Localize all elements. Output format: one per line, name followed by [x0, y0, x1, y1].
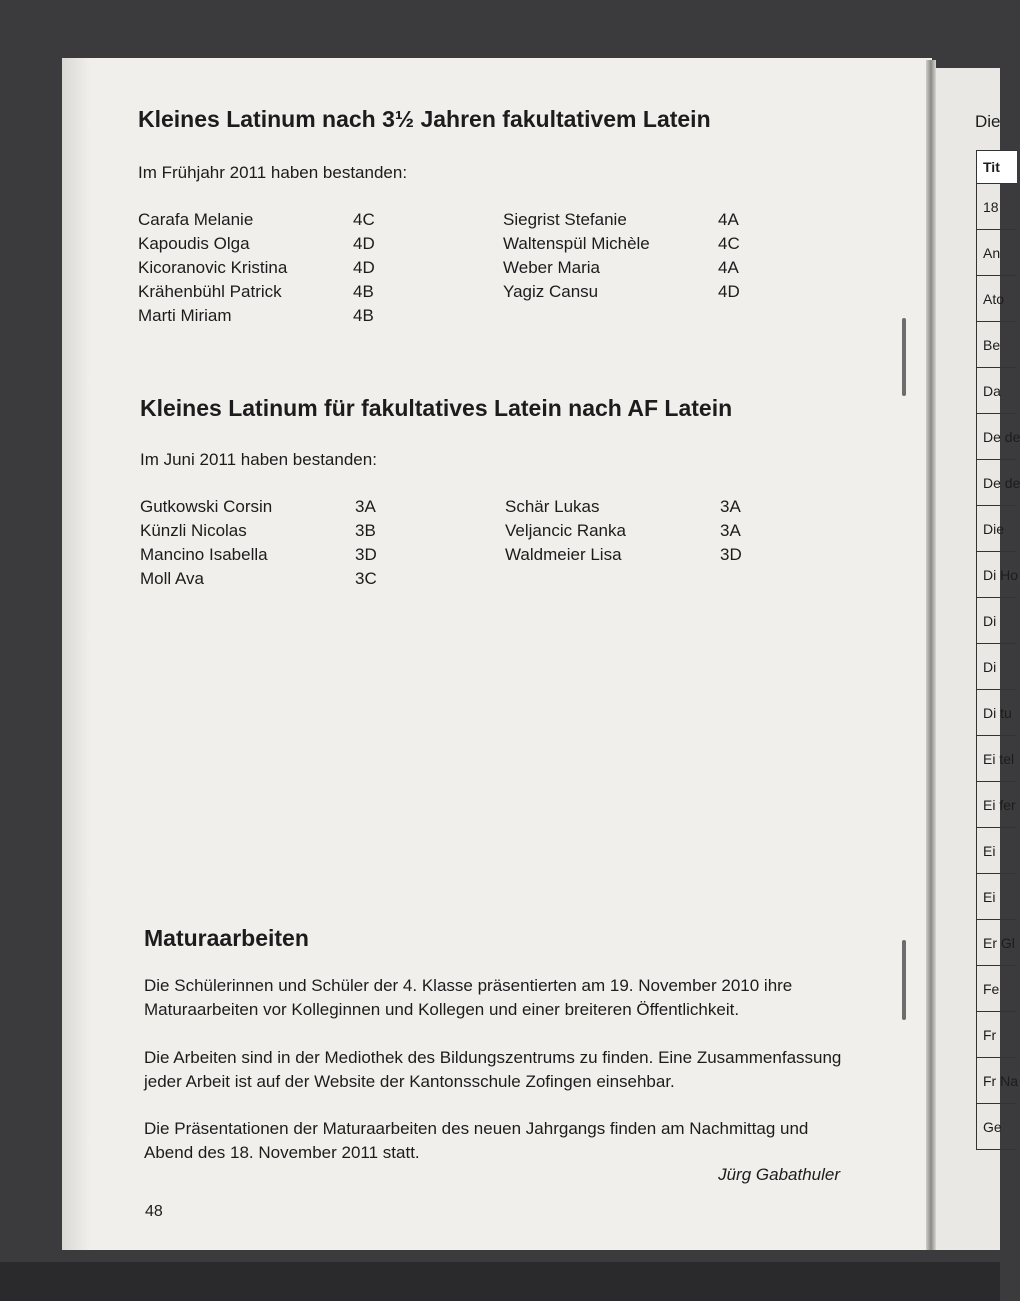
list-item	[505, 545, 622, 565]
student-class: 4C	[353, 210, 375, 229]
table-cell: Fe	[977, 965, 1017, 1011]
table-cell: 18	[977, 183, 1017, 229]
table-cell: Da	[977, 367, 1017, 413]
student-class: 4A	[718, 258, 739, 277]
list-item	[355, 569, 377, 589]
section-subtitle-latinum-1: Im Frühjahr 2011 haben bestanden:	[138, 163, 408, 182]
list-item	[138, 282, 282, 302]
section-title-matura: Maturaarbeiten	[144, 925, 309, 951]
table-cell: Fr Na	[977, 1057, 1017, 1103]
table-cell: Ei tel	[977, 735, 1017, 781]
list-item	[138, 258, 287, 278]
table-cell: Be	[977, 321, 1017, 367]
book-gutter	[926, 60, 936, 1250]
student-class: 4A	[718, 210, 739, 229]
table-cell: Di tu	[977, 689, 1017, 735]
student-class: 4D	[718, 282, 740, 301]
table-cell: Fr	[977, 1011, 1017, 1057]
list-item	[720, 545, 742, 565]
staple-bottom	[902, 940, 906, 1020]
section-title-latinum-1: Kleines Latinum nach 3½ Jahren fakultativem Latein	[138, 106, 711, 132]
student-name: Kapoudis Olga	[138, 234, 250, 253]
list-item	[503, 282, 598, 302]
table-cell: De de	[977, 413, 1017, 459]
student-name: Schär Lukas	[505, 497, 600, 516]
table-cell: Ei	[977, 873, 1017, 919]
student-class: 4D	[353, 258, 375, 277]
list-item	[503, 210, 627, 230]
list-item	[718, 234, 740, 254]
student-name: Waltenspül Michèle	[503, 234, 650, 253]
student-name: Yagiz Cansu	[503, 282, 599, 301]
list-item	[718, 282, 740, 302]
table-cell: Di	[977, 597, 1017, 643]
list-item	[138, 234, 250, 254]
table-cell: Die	[977, 505, 1017, 551]
list-item	[140, 497, 272, 517]
matura-paragraph-1: Die Schülerinnen und Schüler der 4. Klasse präsentierten am 19. November 2010 ihre Maturaarbeiten vor Kolleginnen und Kollegen und einer breiteren Öffentlichkeit.	[144, 976, 793, 1019]
student-name: Carafa Melanie	[138, 210, 254, 229]
student-class: 4B	[353, 306, 374, 325]
table-cell: Er Gl	[977, 919, 1017, 965]
list-item	[140, 521, 247, 541]
list-item	[718, 210, 739, 230]
student-name: Veljancic Ranka	[505, 521, 626, 540]
list-item	[355, 497, 376, 517]
student-name: Krähenbühl Patrick	[138, 282, 282, 301]
list-item	[353, 210, 375, 230]
list-item	[505, 521, 626, 541]
list-item	[503, 258, 600, 278]
list-item	[720, 497, 741, 517]
student-class: 4C	[718, 234, 740, 253]
student-name: Marti Miriam	[138, 306, 232, 325]
facing-page-table	[976, 150, 1020, 1150]
list-item	[353, 282, 374, 302]
list-item	[140, 569, 204, 589]
table-bottom-rule	[977, 1149, 1017, 1150]
list-item	[720, 521, 741, 541]
table-cell: De de	[977, 459, 1017, 505]
student-class: 4B	[353, 282, 374, 301]
table-cell: Ato	[977, 275, 1017, 321]
table-cell: An	[977, 229, 1017, 275]
student-name: Kicoranovic Kristina	[138, 258, 288, 277]
list-item	[138, 210, 253, 230]
student-class: 3A	[720, 521, 741, 540]
table-cell: Di Ho	[977, 551, 1017, 597]
facing-page-heading: Die	[975, 112, 1001, 131]
student-name: Waldmeier Lisa	[505, 545, 622, 564]
table-cell: Ei fer	[977, 781, 1017, 827]
matura-paragraph-3: Die Präsentationen der Maturaarbeiten des neuen Jahrgangs finden am Nachmittag und Abend des 18. November 2011 statt.	[144, 1119, 809, 1162]
list-item	[503, 234, 650, 254]
table-cell: Di	[977, 643, 1017, 689]
list-item	[718, 258, 739, 278]
list-item	[355, 521, 376, 541]
section-subtitle-latinum-2: Im Juni 2011 haben bestanden:	[140, 450, 377, 469]
student-name: Gutkowski Corsin	[140, 497, 273, 516]
section-title-latinum-2: Kleines Latinum für fakultatives Latein nach AF Latein	[140, 395, 733, 421]
list-item	[505, 497, 600, 517]
list-item	[355, 545, 377, 565]
page-edge-shadow	[62, 58, 90, 1250]
student-class: 3B	[355, 521, 376, 540]
student-name: Moll Ava	[140, 569, 204, 588]
student-name: Mancino Isabella	[140, 545, 268, 564]
scan-background	[0, 1262, 1000, 1301]
table-cell: Ge	[977, 1103, 1017, 1149]
staple-top	[902, 318, 906, 396]
list-item	[353, 306, 374, 326]
list-item	[353, 234, 375, 254]
table-cell: Ei	[977, 827, 1017, 873]
student-class: 3D	[355, 545, 377, 564]
list-item	[138, 306, 232, 326]
student-name: Siegrist Stefanie	[503, 210, 627, 229]
student-name: Künzli Nicolas	[140, 521, 247, 540]
author-signature: Jürg Gabathuler	[718, 1165, 840, 1184]
list-item	[140, 545, 268, 565]
page-number: 48	[145, 1203, 163, 1220]
student-class: 3A	[720, 497, 741, 516]
list-item	[353, 258, 375, 278]
student-class: 4D	[353, 234, 375, 253]
student-class: 3A	[355, 497, 376, 516]
matura-paragraph-2: Die Arbeiten sind in der Mediothek des Bildungszentrums zu finden. Eine Zusammenfassung jeder Arbeit ist auf der Website der Kantonsschule Zofingen einsehbar.	[144, 1048, 842, 1091]
student-class: 3C	[355, 569, 377, 588]
student-class: 3D	[720, 545, 742, 564]
student-name: Weber Maria	[503, 258, 600, 277]
table-cell: Tit	[977, 150, 1017, 183]
